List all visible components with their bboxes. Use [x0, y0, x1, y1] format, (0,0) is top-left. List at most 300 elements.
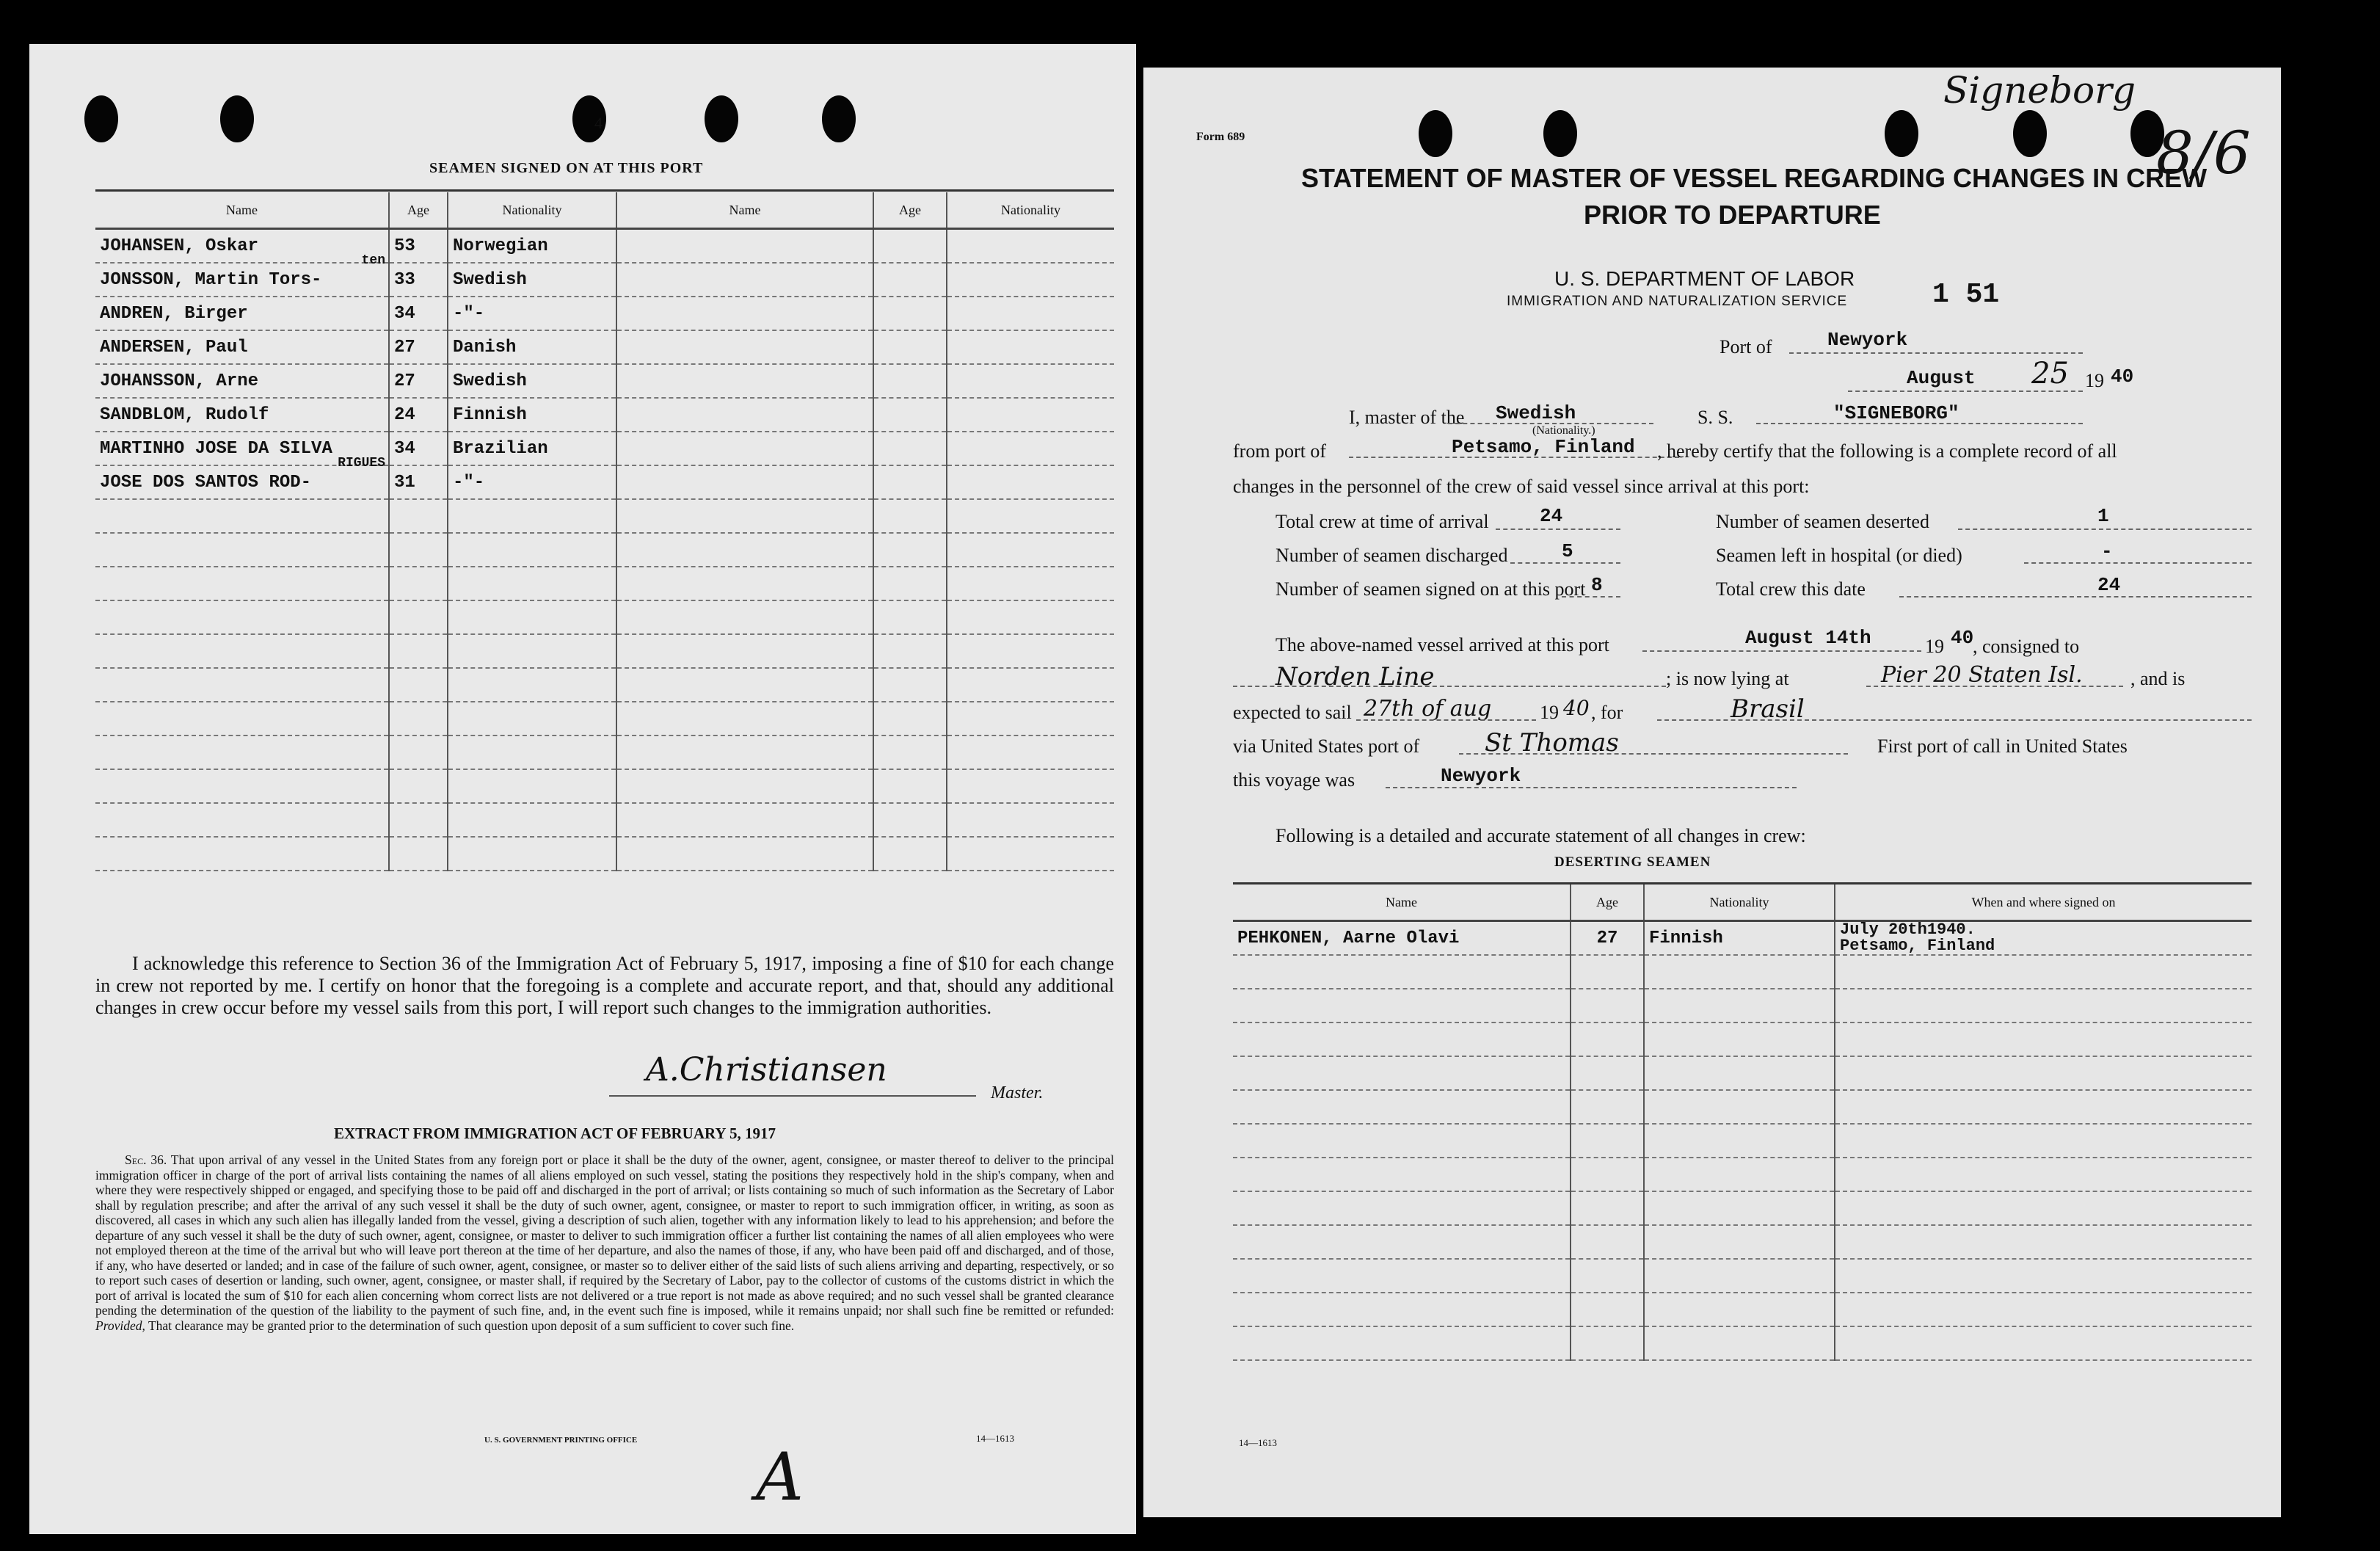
page-number: 4: [594, 114, 603, 132]
master-signature: A.Christiansen: [646, 1051, 887, 1089]
deserter-name: PEHKONEN, Aarne Olavi: [1237, 928, 1460, 948]
table-row: [95, 634, 1114, 668]
seaman-nationality: Brazilian: [453, 438, 548, 459]
seaman-age: 27: [394, 371, 415, 391]
table-cell: [616, 364, 873, 398]
table-cell: [389, 398, 448, 432]
table-cell: [873, 499, 947, 533]
arrived-label: The above-named vessel arrived at this port: [1275, 634, 1609, 655]
discharged-value: 5: [1562, 540, 1573, 562]
table-cell: [1571, 1023, 1644, 1056]
table-cell: [389, 465, 448, 499]
punch-hole: [220, 95, 254, 142]
form-number: Form 689: [1196, 131, 1245, 143]
seaman-name: SANDBLOM, Rudolf: [100, 404, 269, 425]
table-cell: [448, 364, 616, 398]
table-row: [95, 364, 1114, 398]
table-cell: [389, 769, 448, 803]
table-cell: [1233, 1293, 1571, 1326]
table-cell: [1233, 989, 1571, 1023]
table-cell: [616, 263, 873, 297]
and-is-label: , and is: [2130, 668, 2186, 689]
table-row: [95, 398, 1114, 432]
date-underline: [1848, 391, 2083, 392]
seaman-name: JONSSON, Martin Tors-: [100, 269, 322, 290]
column-header: Age: [389, 192, 448, 229]
table-cell: [389, 533, 448, 567]
table-cell: [873, 567, 947, 600]
table-cell: [389, 263, 448, 297]
extract-proviso: Provided,: [95, 1318, 145, 1333]
table-row: [1233, 1158, 2252, 1191]
table-cell: [95, 398, 389, 432]
punch-hole: [84, 95, 118, 142]
table-cell: [873, 432, 947, 465]
table-cell: [873, 769, 947, 803]
table-row: [1233, 955, 2252, 989]
seaman-age: 33: [394, 269, 415, 290]
this-voyage-label: this voyage was: [1233, 769, 1355, 791]
first-port-label: First port of call in United States: [1877, 735, 2128, 757]
certify-text: , hereby certify that the following is a complete record of all: [1657, 440, 2117, 462]
punch-hole: [1885, 110, 1918, 157]
date-day: 25: [2031, 357, 2069, 391]
deserted-value: 1: [2097, 505, 2109, 527]
table-cell: [95, 229, 389, 264]
punch-hole: [822, 95, 856, 142]
seaman-nationality: -"-: [453, 472, 485, 493]
via-label: via United States port of: [1233, 735, 1420, 757]
deserter-signed-on-date: July 20th1940.: [1840, 920, 1976, 939]
seaman-nationality: Swedish: [453, 269, 527, 290]
table-cell: [1571, 1225, 1644, 1259]
table-cell: [1835, 1191, 2252, 1225]
date-year-suffix: 40: [2111, 366, 2134, 388]
column-header: Age: [1571, 885, 1644, 921]
table-row: [95, 229, 1114, 264]
deserter-nationality: Finnish: [1649, 928, 1723, 948]
table-cell: [873, 398, 947, 432]
table-cell: [1835, 1056, 2252, 1090]
underline: [1233, 686, 1666, 687]
table-cell: [1835, 989, 2252, 1023]
table-cell: [448, 567, 616, 600]
table-cell: [947, 297, 1114, 330]
table-cell: [1233, 1225, 1571, 1259]
ss-label: S. S.: [1697, 407, 1733, 428]
seaman-age: 31: [394, 472, 415, 493]
hospital-label: Seamen left in hospital (or died): [1716, 545, 1962, 566]
total-crew-arrival-label: Total crew at time of arrival: [1275, 511, 1489, 532]
table-cell: [95, 668, 389, 702]
from-port-value: Petsamo, Finland: [1452, 436, 1635, 458]
table-cell: [1644, 955, 1835, 989]
column-header: Name: [95, 192, 389, 229]
total-crew-date-label: Total crew this date: [1716, 578, 1866, 600]
deserting-seamen-table: [1233, 885, 2252, 1361]
extract-section: Sec. 36.: [125, 1152, 167, 1167]
table-cell: [1571, 1124, 1644, 1158]
table-cell: [389, 330, 448, 364]
table-cell: [448, 432, 616, 465]
table-cell: [873, 263, 947, 297]
handwritten-fraction: 8/6: [2156, 119, 2251, 187]
table-cell: [1644, 921, 1835, 956]
date-year-prefix: 19: [2085, 370, 2104, 391]
table-cell: [873, 364, 947, 398]
table-cell: [95, 634, 389, 668]
seaman-age: 34: [394, 303, 415, 324]
table-cell: [95, 769, 389, 803]
table-cell: [616, 398, 873, 432]
underline: [1496, 528, 1620, 530]
table-cell: [448, 398, 616, 432]
table-cell: [1644, 1293, 1835, 1326]
department: U. S. DEPARTMENT OF LABOR: [1554, 267, 1855, 290]
first-port-value: Newyork: [1441, 765, 1521, 787]
table-row: [95, 735, 1114, 769]
table-cell: [1233, 1056, 1571, 1090]
total-crew-date: 24: [2097, 574, 2121, 596]
table-cell: [947, 837, 1114, 871]
table-cell: [1835, 1259, 2252, 1293]
table-cell: [95, 567, 389, 600]
table-cell: [1571, 921, 1644, 956]
table-cell: [95, 735, 389, 769]
table-row: [1233, 1259, 2252, 1293]
table-cell: [947, 229, 1114, 264]
table-cell: [947, 668, 1114, 702]
column-header: Nationality: [947, 192, 1114, 229]
table-row: [1233, 1293, 2252, 1326]
acknowledgement-text: I acknowledge this reference to Section 36 of the Immigration Act of February 5, 1917, imposing a fine of $10 for each change in crew not reported by me. I certify on honor that the foregoing is a complete and accurate report, and that, should any additional changes in crew occur before my vessel sails from this port, I will report such changes to the immigration authorities.: [95, 953, 1114, 1018]
punch-hole: [1543, 110, 1577, 157]
sail-date: 27th of aug: [1364, 696, 1492, 722]
table-cell: [616, 533, 873, 567]
table-cell: [1644, 1259, 1835, 1293]
table-cell: [616, 567, 873, 600]
table-row: [1233, 1326, 2252, 1360]
discharged-label: Number of seamen discharged: [1275, 545, 1508, 566]
signed-on-label: Number of seamen signed on at this port: [1275, 578, 1586, 600]
table-row: [95, 837, 1114, 871]
destination: Brasil: [1731, 694, 1805, 724]
seaman-name: MARTINHO JOSE DA SILVA: [100, 438, 332, 459]
table-cell: [616, 702, 873, 735]
table-cell: [616, 330, 873, 364]
left-page: [29, 44, 1136, 1534]
underline: [1866, 686, 2123, 687]
seaman-nationality: -"-: [453, 303, 485, 324]
deserting-title: DESERTING SEAMEN: [1554, 854, 1711, 870]
table-cell: [947, 567, 1114, 600]
table-row: [95, 668, 1114, 702]
total-crew-arrival: 24: [1540, 505, 1563, 527]
seaman-name: ANDERSEN, Paul: [100, 337, 248, 357]
table-cell: [1644, 989, 1835, 1023]
table-cell: [448, 837, 616, 871]
table-cell: [389, 735, 448, 769]
table-row: [1233, 989, 2252, 1023]
table-cell: [448, 263, 616, 297]
expected-label: expected to sail: [1233, 702, 1352, 723]
table-cell: [448, 668, 616, 702]
extract-body: [95, 1152, 1114, 1333]
seaman-name: JOSE DOS SANTOS ROD-: [100, 472, 312, 493]
table-cell: [1835, 1124, 2252, 1158]
table-cell: [1644, 1124, 1835, 1158]
table-row: [1233, 1225, 2252, 1259]
table-cell: [1571, 1090, 1644, 1124]
table-cell: [947, 769, 1114, 803]
table-cell: [616, 229, 873, 264]
table-cell: [1571, 955, 1644, 989]
table-cell: [389, 499, 448, 533]
table-cell: [448, 499, 616, 533]
table-row: [95, 600, 1114, 634]
table-cell: [616, 465, 873, 499]
form-code: 14—1613: [1239, 1437, 1277, 1448]
table-cell: [873, 465, 947, 499]
table-cell: [1835, 955, 2252, 989]
nationality-value: Swedish: [1496, 402, 1576, 424]
table-row: [95, 803, 1114, 837]
seaman-name: ANDREN, Birger: [100, 303, 248, 324]
punch-hole: [1419, 110, 1452, 157]
table-cell: [389, 837, 448, 871]
underline: [1356, 719, 1536, 721]
extract-title: EXTRACT FROM IMMIGRATION ACT OF FEBRUARY 5, 1917: [334, 1125, 776, 1142]
table-row: [95, 432, 1114, 465]
table-cell: [947, 465, 1114, 499]
table-cell: [947, 735, 1114, 769]
table-cell: [448, 533, 616, 567]
table-cell: [947, 702, 1114, 735]
table-cell: [616, 735, 873, 769]
table-cell: [873, 702, 947, 735]
form-subtitle: PRIOR TO DEPARTURE: [1584, 200, 1881, 230]
table-cell: [873, 600, 947, 634]
table-cell: [389, 432, 448, 465]
form-code: 14—1613: [976, 1433, 1014, 1444]
stamp-number: 1 51: [1932, 279, 2000, 310]
table-cell: [389, 600, 448, 634]
table-cell: [389, 229, 448, 264]
ship-underline: [1756, 423, 2083, 424]
seaman-name-continuation: ten: [361, 253, 385, 268]
table-cell: [1233, 921, 1571, 956]
seaman-nationality: Danish: [453, 337, 517, 357]
table-cell: [95, 456, 389, 499]
consignee: Norden Line: [1275, 662, 1435, 691]
seaman-age: 34: [394, 438, 415, 459]
underline: [1899, 596, 2252, 597]
column-header: Age: [873, 192, 947, 229]
table-cell: [448, 330, 616, 364]
table-cell: [1233, 1124, 1571, 1158]
section-title: SEAMEN SIGNED ON AT THIS PORT: [429, 160, 704, 176]
table-cell: [1835, 1326, 2252, 1360]
table-cell: [1835, 1023, 2252, 1056]
seaman-nationality: Finnish: [453, 404, 527, 425]
lying-at: Pier 20 Staten Isl.: [1881, 662, 2083, 688]
service: IMMIGRATION AND NATURALIZATION SERVICE: [1507, 294, 1848, 309]
port-value: Newyork: [1827, 329, 1908, 351]
table-cell: [1835, 1158, 2252, 1191]
from-port-underline: [1349, 457, 1679, 458]
ship-name: "SIGNEBORG": [1833, 402, 1959, 424]
seaman-age: 53: [394, 236, 415, 256]
table-cell: [616, 837, 873, 871]
table-cell: [947, 330, 1114, 364]
table-cell: [95, 533, 389, 567]
table-cell: [1233, 1023, 1571, 1056]
signed-on-value: 8: [1591, 574, 1603, 596]
table-cell: [873, 533, 947, 567]
table-row: [1233, 1023, 2252, 1056]
table-cell: [616, 668, 873, 702]
table-row: [95, 533, 1114, 567]
seaman-nationality: Swedish: [453, 371, 527, 391]
seaman-name: JOHANSSON, Arne: [100, 371, 259, 391]
table-cell: [448, 702, 616, 735]
table-cell: [1835, 921, 2252, 956]
table-cell: [1233, 955, 1571, 989]
arrived-date: August 14th: [1745, 627, 1871, 649]
table-cell: [947, 499, 1114, 533]
table-cell: [389, 803, 448, 837]
column-header: Nationality: [448, 192, 616, 229]
table-cell: [1835, 1293, 2252, 1326]
table-cell: [947, 398, 1114, 432]
table-cell: [95, 253, 389, 297]
table-row: [95, 769, 1114, 803]
sail-year-prefix: 19: [1540, 702, 1559, 723]
table-cell: [95, 803, 389, 837]
table-cell: [448, 465, 616, 499]
table-cell: [873, 735, 947, 769]
table-cell: [947, 634, 1114, 668]
extract-final: That clearance may be granted prior to the determination of such question upon deposit of a sum sufficient to cover such fine.: [148, 1318, 795, 1333]
table-cell: [389, 668, 448, 702]
table-cell: [616, 499, 873, 533]
consigned-label: , consigned to: [1973, 636, 2080, 657]
table-cell: [448, 803, 616, 837]
underline: [1642, 650, 1921, 652]
column-header: Name: [1233, 885, 1571, 921]
table-top-rule: [95, 189, 1114, 192]
table-cell: [95, 330, 389, 364]
table-cell: [389, 702, 448, 735]
table-row: [95, 263, 1114, 297]
table-cell: [448, 600, 616, 634]
table-cell: [1571, 1293, 1644, 1326]
date-month: August: [1907, 367, 1976, 389]
seaman-name-continuation: RIGUES: [338, 456, 385, 471]
lying-label: ; is now lying at: [1666, 668, 1789, 689]
table-cell: [95, 600, 389, 634]
table-cell: [947, 364, 1114, 398]
signature-line: [609, 1095, 976, 1097]
table-cell: [389, 634, 448, 668]
seamen-signed-on-table: [95, 192, 1114, 871]
table-cell: [95, 837, 389, 871]
seaman-name: JOHANSEN, Oskar: [100, 236, 259, 256]
table-cell: [873, 634, 947, 668]
table-row: [1233, 921, 2252, 956]
table-cell: [448, 229, 616, 264]
table-cell: [389, 567, 448, 600]
underline: [1386, 787, 1797, 788]
column-header: Name: [616, 192, 873, 229]
column-header: Nationality: [1644, 885, 1835, 921]
table-cell: [1571, 1056, 1644, 1090]
table-row: [95, 465, 1114, 499]
table-cell: [1571, 1191, 1644, 1225]
table-cell: [616, 803, 873, 837]
column-header: When and where signed on: [1835, 885, 2252, 921]
port-underline: [1789, 352, 2083, 354]
table-cell: [448, 297, 616, 330]
handwritten-ship-note: Signeborg: [1943, 69, 2136, 112]
deserter-signed-on-place: Petsamo, Finland: [1840, 937, 1995, 955]
table-cell: [873, 229, 947, 264]
table-cell: [1835, 1225, 2252, 1259]
table-cell: [1233, 1259, 1571, 1293]
table-cell: [95, 297, 389, 330]
table-cell: [1644, 1225, 1835, 1259]
table-cell: [1571, 989, 1644, 1023]
table-cell: [1644, 1191, 1835, 1225]
table-cell: [947, 600, 1114, 634]
table-cell: [1571, 1326, 1644, 1360]
table-cell: [873, 330, 947, 364]
certify-text-2: changes in the personnel of the crew of said vessel since arrival at this port:: [1233, 476, 1810, 497]
table-cell: [1233, 1090, 1571, 1124]
table-cell: [873, 837, 947, 871]
table-cell: [95, 702, 389, 735]
table-cell: [1644, 1158, 1835, 1191]
table-row: [95, 567, 1114, 600]
table-row: [95, 297, 1114, 330]
table-row: [1233, 1056, 2252, 1090]
table-cell: [389, 297, 448, 330]
table-cell: [1644, 1326, 1835, 1360]
table-cell: [873, 297, 947, 330]
table-cell: [947, 533, 1114, 567]
table-cell: [1233, 1191, 1571, 1225]
table-cell: [1233, 1158, 1571, 1191]
table-cell: [95, 364, 389, 398]
table-cell: [616, 432, 873, 465]
punch-hole: [705, 95, 738, 142]
nationality-caption: (Nationality.): [1532, 424, 1595, 437]
table-row: [95, 702, 1114, 735]
table-cell: [95, 499, 389, 533]
sail-year-suffix: 40: [1563, 696, 1590, 720]
underline: [2024, 562, 2252, 564]
table-cell: [616, 297, 873, 330]
following-text: Following is a detailed and accurate statement of all changes in crew:: [1275, 825, 1806, 846]
table-row: [1233, 1124, 2252, 1158]
underline: [1459, 753, 1848, 755]
via-port: St Thomas: [1485, 728, 1619, 758]
arrived-year-suffix: 40: [1951, 627, 1974, 649]
underline: [1510, 562, 1620, 564]
punch-hole: [2013, 110, 2047, 157]
table-cell: [947, 432, 1114, 465]
table-row: [1233, 1090, 2252, 1124]
